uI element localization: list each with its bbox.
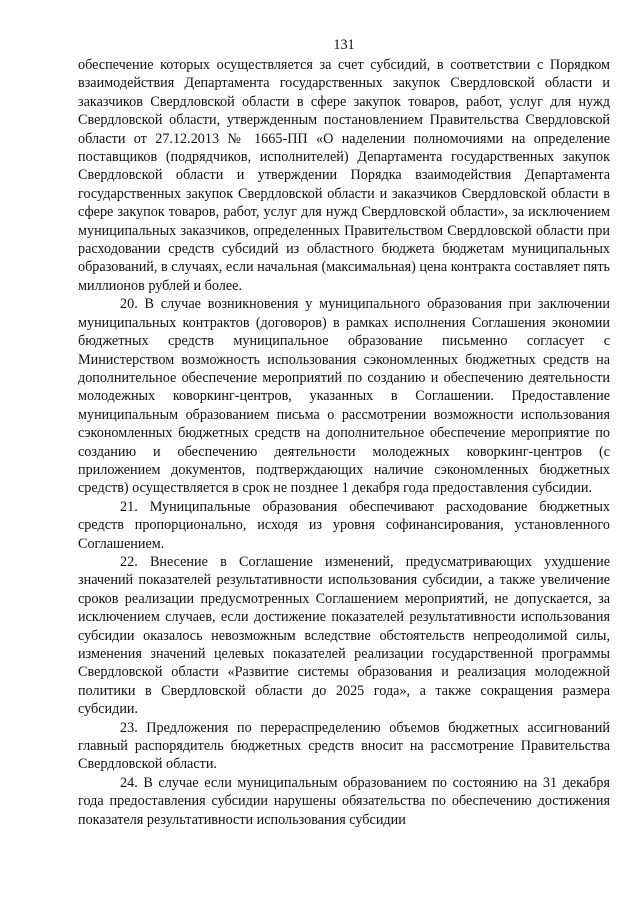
document-page — [78, 36, 610, 829]
paragraph-21: 21. Муниципальные образования обеспечивают расходование бюджетных средств пропорционально, исходя из уровня софинансирования, установленного Соглашением. — [78, 498, 610, 552]
paragraph-23: 23. Предложения по перераспределению объемов бюджетных ассигнований главный распорядитель бюджетных средств вносит на рассмотрение Правительства Свердловской области. — [78, 719, 610, 773]
paragraph-22: 22. Внесение в Соглашение изменений, предусматривающих ухудшение значений показателей результативности использования субсидии, а также увеличение сроков реализации предусмотренных Соглашением мероприятий, не допускается, за исключением случаев, если достижение показателей результативности использования субсидии оказалось невозможным вследствие обстоятельств непреодолимой силы, изменения значений целевых показателей реализации государственной программы Свердловской области «Развитие системы образования и реализация молодежной политики в Свердловской области до 2025 года», а также сокращения размера субсидии. — [78, 553, 610, 718]
paragraph-20: 20. В случае возникновения у муниципального образования при заключении муниципальных контрактов (договоров) в рамках исполнения Соглашения экономии бюджетных средств муниципальное образование письменно согласует с Министерством возможность использования сэкономленных бюджетных средств на дополнительное обеспечение мероприятий по созданию и обеспечению деятельности молодежных коворкинг-центров, указанных в Соглашении. Предоставление муниципальным образованием письма о рассмотрении возможности использования сэкономленных бюджетных средств на дополнительное обеспечение мероприятие по созданию и обеспечению деятельности молодежных коворкинг-центров (с приложением документов, подтверждающих наличие сэкономленных бюджетных средств) осуществляется в срок не позднее 1 декабря года предоставления субсидии. — [78, 296, 610, 497]
paragraph-24: 24. В случае если муниципальным образованием по состоянию на 31 декабря года предоставления субсидии нарушены обязательства по обеспечению достижения показателя результативности использования субсидии — [78, 774, 610, 828]
page-number: 131 — [333, 37, 355, 53]
paragraph-continuation: обеспечение которых осуществляется за счет субсидий, в соответствии с Порядком взаимодействия Департамента государственных закупок Свердловской области и заказчиков Свердловской области в сфере закупок товаров, работ, услуг для нужд Свердловской области, утвержденным постановлением Правительства Свердловской области от 27.12.2013 № 1665-ПП «О наделении полномочиями на определение поставщиков (подрядчиков, исполнителей) Департамента государственных закупок Свердловской области и утверждении Порядка взаимодействия Департамента государственных закупок Свердловской области и заказчиков Свердловской области в сфере закупок товаров, работ, услуг для нужд Свердловской области», за исключением муниципальных заказчиков, определенных Правительством Свердловской области при расходовании средств субсидий из областного бюджета бюджетам муниципальных образований, в случаях, если начальная (максимальная) цена контракта составляет пять миллионов рублей и более. — [78, 57, 610, 294]
